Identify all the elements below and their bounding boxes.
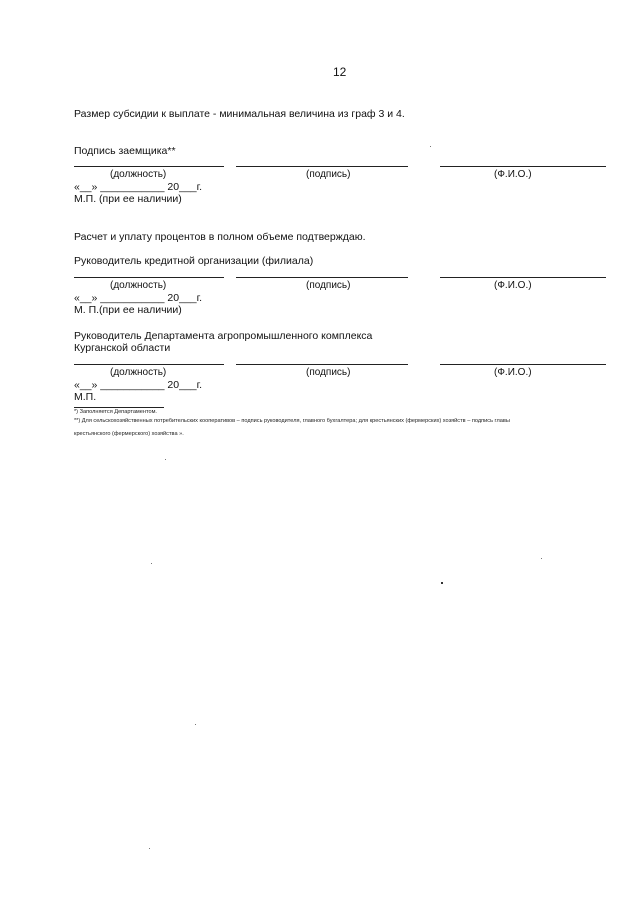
scan-speck [441,582,443,584]
bank-head-position-caption: (должность) [110,280,167,291]
bank-head-seal: М. П.(при ее наличии) [74,304,182,316]
footnote-separator [74,407,164,408]
dept-head-position-line [74,364,224,365]
dept-head-heading-line2: Курганской области [74,342,171,354]
bank-head-signature-line [236,277,408,278]
scan-speck [151,563,152,564]
borrower-date-line: «__» ___________ 20___г. [74,181,203,193]
dept-head-date-line: «__» ___________ 20___г. [74,379,203,391]
bank-head-name-caption: (Ф.И.О.) [494,280,532,291]
borrower-name-line [440,166,606,167]
dept-head-heading-line1: Руководитель Департамента агропромышленного комплекса [74,330,373,342]
borrower-position-line [74,166,224,167]
scan-speck [430,146,431,147]
bank-head-name-line [440,277,606,278]
borrower-seal: М.П. (при ее наличии) [74,193,182,205]
borrower-signature-line [236,166,408,167]
dept-head-name-caption: (Ф.И.О.) [494,367,532,378]
dept-head-position-caption: (должность) [110,367,167,378]
borrower-position-caption: (должность) [110,169,167,180]
dept-head-seal: М.П. [74,391,97,403]
scan-speck [165,459,166,460]
dept-head-name-line [440,364,606,365]
footnote-2-line1: **) Для сельскохозяйственных потребительских кооперативов – подпись руководителя, главного бухгалтера; для крестьянских (фермерских) хозяйств – подпись главы [74,418,510,424]
scan-speck [541,558,542,559]
bank-head-heading: Руководитель кредитной организации (филиала) [74,255,314,267]
borrower-name-caption: (Ф.И.О.) [494,169,532,180]
bank-head-signature-caption: (подпись) [306,280,351,291]
borrower-signature-caption: (подпись) [306,169,351,180]
footnote-1: *) Заполняется Департаментом. [74,409,157,415]
footnote-2-line2: крестьянского (фермерского) хозяйства ». [74,431,184,437]
scan-speck [149,848,150,849]
subsidy-note: Размер субсидии к выплате - минимальная величина из граф 3 и 4. [74,108,405,120]
bank-head-date-line: «__» ___________ 20___г. [74,292,203,304]
scan-speck [195,724,196,725]
bank-head-position-line [74,277,224,278]
dept-head-signature-caption: (подпись) [306,367,351,378]
borrower-heading: Подпись заемщика** [74,145,176,157]
page-number: 12 [333,65,347,79]
dept-head-signature-line [236,364,408,365]
confirmation-text: Расчет и уплату процентов в полном объеме подтверждаю. [74,231,366,243]
